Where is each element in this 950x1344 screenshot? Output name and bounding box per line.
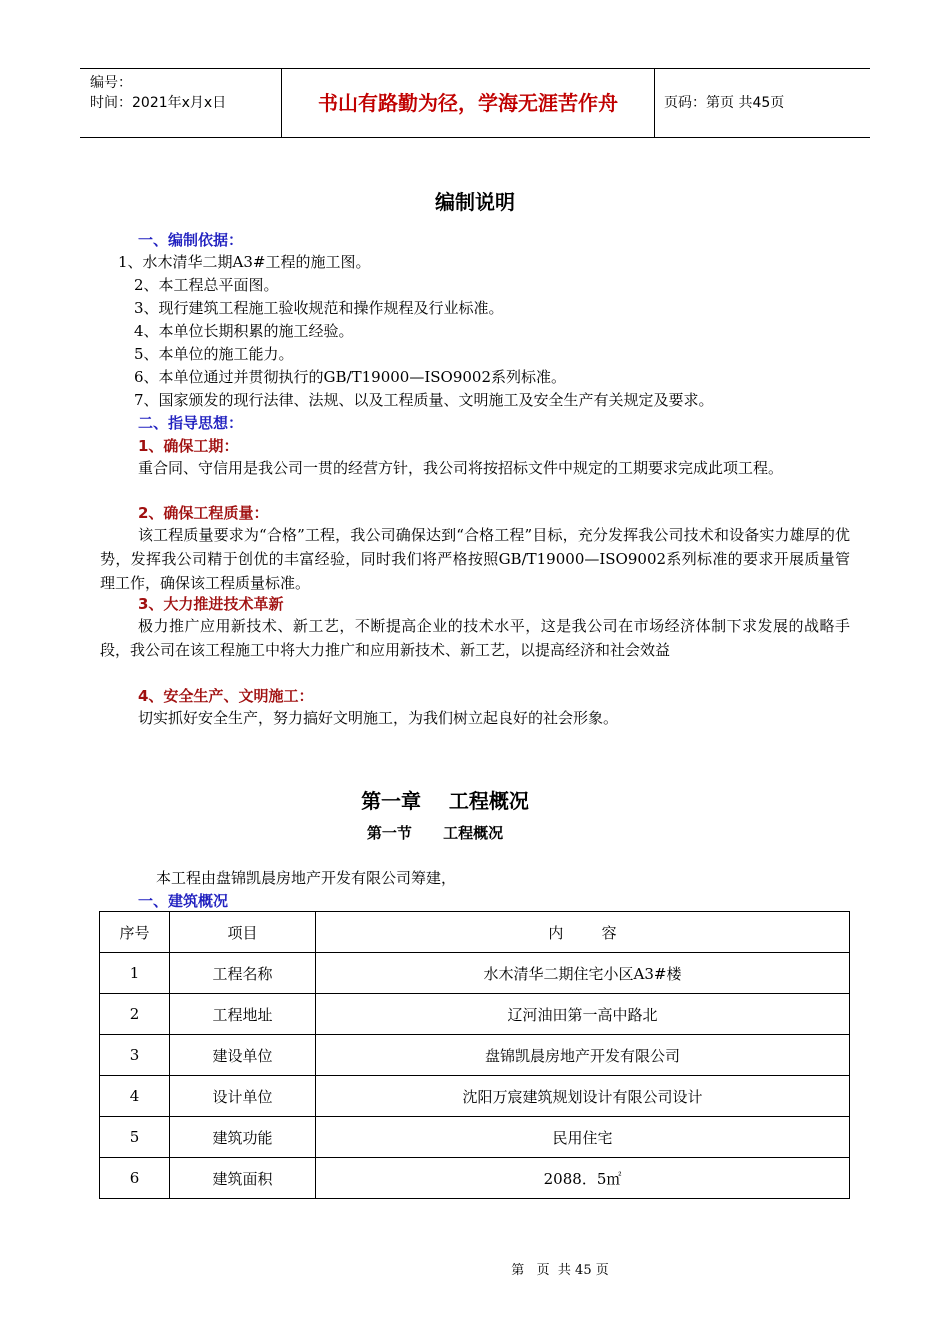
table-cell: 2088．5㎡ [316, 1158, 850, 1199]
guidance-heading: 二、指导思想： [138, 414, 244, 432]
guidance-point-title: 4、安全生产、文明施工： [138, 687, 314, 705]
section-title: 第一节 工程概况 [366, 824, 504, 842]
table-header-cell: 项目 [170, 912, 316, 953]
table-cell: 辽河油田第一高中路北 [316, 994, 850, 1035]
table-cell: 4 [100, 1076, 170, 1117]
guidance-point-text: 切实抓好安全生产，努力搞好文明施工，为我们树立起良好的社会形象。 [138, 709, 619, 727]
number-label: 编号： [90, 75, 132, 91]
table-row [100, 1076, 850, 1117]
page-header [80, 68, 870, 138]
table-row [100, 1035, 850, 1076]
guidance-point-title: 2、确保工程质量： [138, 504, 269, 522]
table-cell: 盘锦凯晨房地产开发有限公司 [316, 1035, 850, 1076]
table-cell: 3 [100, 1035, 170, 1076]
page-footer: 第 页 共 45 页 [511, 1263, 609, 1278]
table-cell: 6 [100, 1158, 170, 1199]
building-heading: 一、建筑概况 [138, 892, 229, 910]
table-cell: 工程名称 [170, 953, 316, 994]
table-cell: 民用住宅 [316, 1117, 850, 1158]
table-cell: 沈阳万宸建筑规划设计有限公司设计 [316, 1076, 850, 1117]
time-label: 时间：2021年x月x日 [90, 95, 227, 111]
basis-item: 6、本单位通过并贯彻执行的GB/T19000—ISO9002系列标准。 [134, 368, 566, 386]
table-cell: 工程地址 [170, 994, 316, 1035]
table-cell: 建设单位 [170, 1035, 316, 1076]
basis-item: 2、本工程总平面图。 [134, 276, 279, 294]
table-header-row [100, 912, 850, 953]
chapter-title: 第一章 工程概况 [361, 789, 529, 813]
guidance-point-text: 该工程质量要求为“合格”工程，我公司确保达到“合格工程”目标，充分发挥我公司技术和设备实力雄厚的优势，发挥我公司精于创优的丰富经验，同时我们将严格按照GB/T19000—ISO9002系列标准的要求开展质量管理工作，确保该工程质量标准。 [100, 526, 850, 592]
table-row [100, 994, 850, 1035]
guidance-point-text: 极力推广应用新技术、新工艺，不断提高企业的技术水平，这是我公司在市场经济体制下求发展的战略手段，我公司在该工程施工中将大力推广和应用新技术、新工艺，以提高经济和社会效益 [100, 617, 850, 659]
table-row [100, 1158, 850, 1199]
table-cell: 水木清华二期住宅小区A3#楼 [316, 953, 850, 994]
table-cell: 5 [100, 1117, 170, 1158]
table-cell: 1 [100, 953, 170, 994]
table-cell: 建筑面积 [170, 1158, 316, 1199]
table-cell: 设计单位 [170, 1076, 316, 1117]
header-page-info: 页码：第页 共45页 [664, 95, 785, 111]
basis-item: 3、现行建筑工程施工验收规范和操作规程及行业标准。 [134, 299, 504, 317]
basis-item: 5、本单位的施工能力。 [134, 345, 294, 363]
basis-heading: 一、编制依据： [138, 231, 244, 249]
table-row [100, 1117, 850, 1158]
doc-title: 编制说明 [435, 190, 515, 214]
header-meta [80, 69, 280, 137]
basis-item: 4、本单位长期积累的施工经验。 [134, 322, 354, 340]
chapter-intro: 本工程由盘锦凯晨房地产开发有限公司筹建， [156, 869, 457, 887]
guidance-point-title: 1、确保工期： [138, 437, 239, 455]
table-header-cell: 内 容 [316, 912, 850, 953]
guidance-point-text: 重合同、守信用是我公司一贯的经营方针，我公司将按招标文件中规定的工期要求完成此项工程。 [138, 459, 784, 477]
table-header-cell: 序号 [100, 912, 170, 953]
header-motto: 书山有路勤为径，学海无涯苦作舟 [281, 69, 655, 137]
building-overview-table [99, 911, 850, 1199]
table-row [100, 953, 850, 994]
basis-item: 7、国家颁发的现行法律、法规、以及工程质量、文明施工及安全生产有关规定及要求。 [134, 391, 714, 409]
guidance-point-title: 3、大力推进技术革新 [138, 595, 284, 613]
table-cell: 建筑功能 [170, 1117, 316, 1158]
basis-item: 1、水木清华二期A3#工程的施工图。 [118, 253, 371, 271]
table-cell: 2 [100, 994, 170, 1035]
